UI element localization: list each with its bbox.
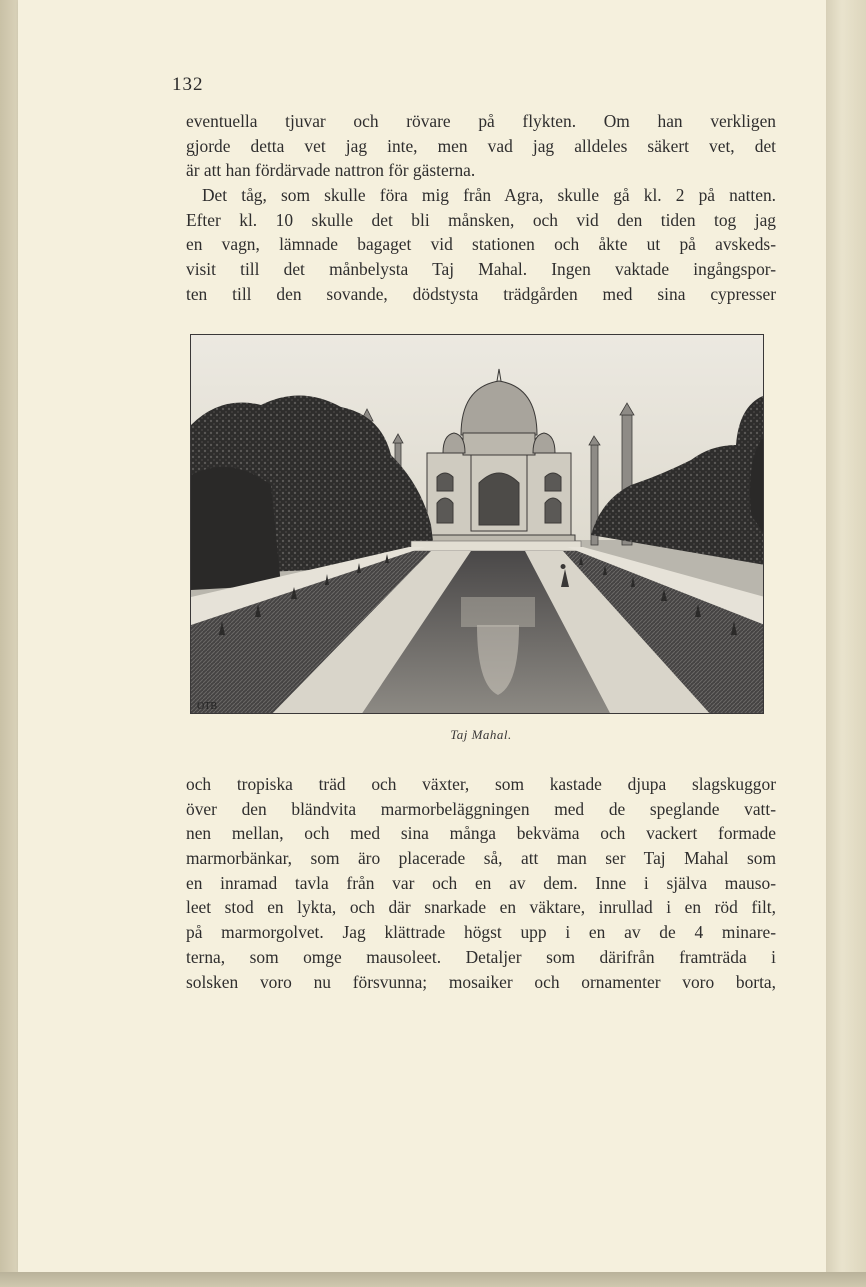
- page-bottom-edge: [0, 1272, 866, 1287]
- paragraph-top: [186, 109, 776, 307]
- text-line: gjorde detta vet jag inte, men vad jag alldeles säkert vet, det: [186, 135, 776, 156]
- text-line: på marmorgolvet. Jag klättrade högst upp i en av de 4 minare-: [186, 922, 776, 943]
- page-number: 132: [172, 74, 204, 95]
- text-line: är att han fördärvade nattron för gästerna.: [186, 160, 476, 181]
- text-line: nen mellan, och med sina många bekväma och vackert formade: [186, 823, 776, 844]
- text-line: leet stod en lykta, och där snarkade en väktare, inrullad i en röd filt,: [186, 897, 776, 918]
- text-line: en inramad tavla från var och en av dem. Inne i själva mauso-: [186, 872, 776, 893]
- text-line: ten till den sovande, dödstysta trädgården med sina cypresser: [186, 283, 776, 304]
- artist-signature: OTB: [197, 701, 217, 712]
- text-line: eventuella tjuvar och rövare på flykten. Om han verkligen: [186, 111, 776, 131]
- text-line: och tropiska träd och växter, som kastade djupa slagskuggor: [186, 774, 776, 794]
- text-line: marmorbänkar, som äro placerade så, att man ser Taj Mahal som: [186, 848, 776, 869]
- text-line: solsken voro nu försvunna; mosaiker och ornamenter voro borta,: [186, 971, 776, 992]
- text-line: en vagn, lämnade bagaget vid stationen och åkte ut på avskeds-: [186, 234, 776, 255]
- taj-mahal-engraving: [191, 335, 764, 714]
- text-line: visit till det månbelysta Taj Mahal. Ingen vaktade ingångspor-: [186, 259, 776, 280]
- text-line: över den bländvita marmorbeläggningen med de speglande vatt-: [186, 798, 776, 819]
- paragraph-bottom: [186, 772, 776, 994]
- figure-caption: Taj Mahal.: [450, 727, 512, 742]
- page-fore-edge: [826, 0, 866, 1287]
- text-line: Efter kl. 10 skulle det bli månsken, och vid den tiden tog jag: [186, 209, 776, 230]
- text-line: Det tåg, som skulle föra mig från Agra, skulle gå kl. 2 på natten.: [202, 185, 776, 206]
- text-line: terna, som omge mausoleet. Detaljer som därifrån framträda i: [186, 946, 776, 967]
- taj-mahal-illustration: [190, 334, 764, 714]
